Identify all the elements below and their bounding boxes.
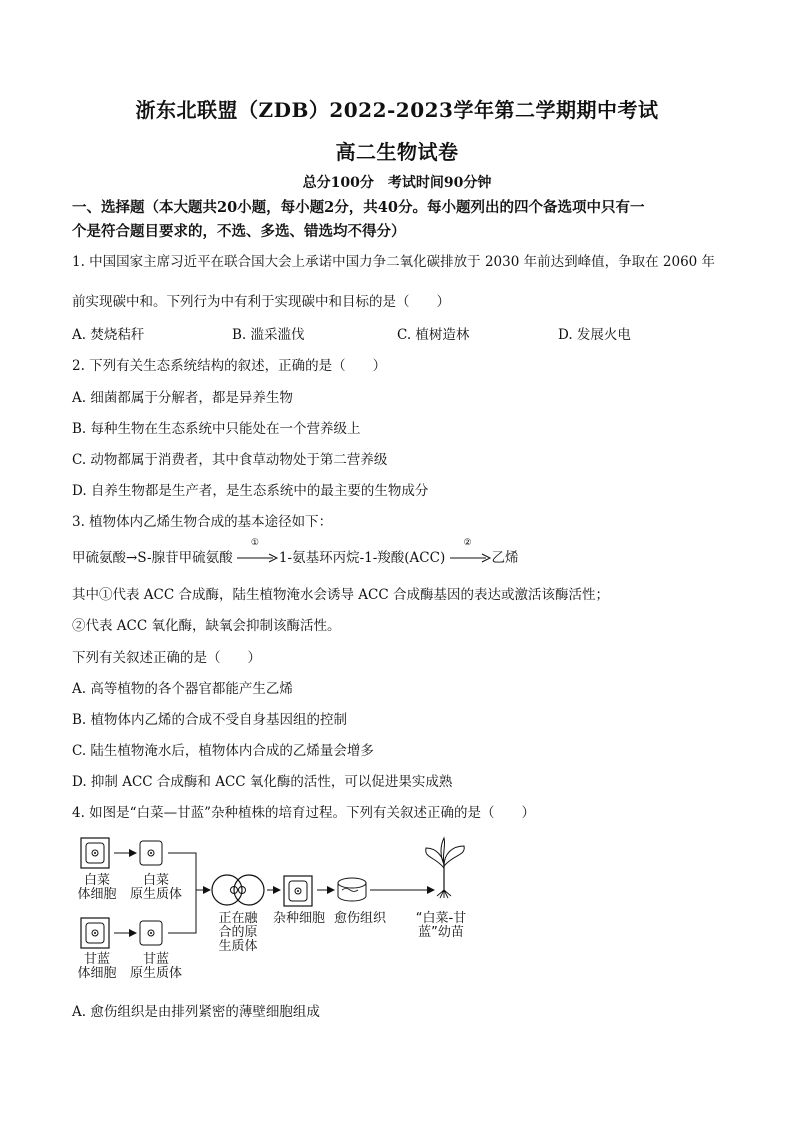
enzyme-1-label: ① [250, 537, 259, 548]
pathway-arrow-1 [237, 537, 279, 567]
q3-option-a: A. 高等植物的各个器官都能产生乙烯 [72, 681, 293, 697]
pathway-step-1: 甲硫氨酸 [72, 550, 126, 566]
hybridization-diagram [72, 828, 492, 988]
fusing-text: 正在融 合的原 生质体 [218, 911, 258, 954]
section-heading-line2: 个是符合题目要求的，不选、多选、错选均不得分） [72, 223, 406, 240]
cabbage-cell-text: 白菜 体细胞 [77, 873, 117, 902]
cabbage-protoplast-label [128, 874, 184, 902]
q1-option-c: C. 植树造林 [397, 327, 470, 343]
pathway-step-3: 1-氨基环丙烷-1-羧酸(ACC) [278, 550, 446, 566]
cabbage-cell-label [72, 874, 122, 902]
cabbage-protoplast-icon [140, 841, 162, 865]
q4-option-a: A. 愈伤组织是由排列紧密的薄壁细胞组成 [72, 1004, 320, 1020]
section-heading-line1: 一、选择题（本大题共20小题，每小题2分，共40分。每小题列出的四个备选项中只有一 [72, 199, 645, 216]
callus-icon [338, 878, 366, 901]
hybrid-label: 杂种细胞 [272, 911, 325, 926]
pathway-arrow-icon: → [126, 550, 138, 566]
q1-option-b: B. 滥采滥伐 [232, 327, 305, 343]
exam-meta: 总分100分 考试时间90分钟 [302, 175, 492, 191]
cabbage-cell-icon [81, 838, 109, 868]
q3-option-d: D. 抑制 ACC 合成酶和 ACC 氧化酶的活性，可以促进果实成熟 [72, 774, 453, 790]
exam-title: 浙东北联盟（ZDB）2022-2023学年第二学期期中考试 [135, 98, 659, 122]
q1-stem-line2: 前实现碳中和。下列行为中有利于实现碳中和目标的是（ ） [72, 294, 450, 310]
q2-option-b: B. 每种生物在生态系统中只能处在一个营养级上 [72, 421, 361, 437]
q4-stem: 4. 如图是“白菜—甘蓝”杂种植株的培育过程。下列有关叙述正确的是（ ） [72, 805, 535, 821]
kale-protoplast-label [128, 953, 184, 981]
pathway-step-4: 乙烯 [491, 550, 519, 566]
exam-subtitle: 高二生物试卷 [335, 140, 459, 164]
seedling-label [408, 912, 474, 940]
seedling-icon [426, 838, 464, 898]
seedling-text: “白菜-甘 蓝”幼苗 [415, 911, 467, 940]
long-arrow-icon [450, 553, 492, 563]
pathway-arrow-2 [450, 537, 492, 567]
enzyme-2-label: ② [463, 537, 472, 548]
q1-stem-line1: 1. 中国国家主席习近平在联合国大会上承诺中国力争二氧化碳排放于 2030 年前达到峰值，争取在 2060 年 [72, 254, 716, 270]
q3-note-line1: 其中①代表 ACC 合成酶，陆生植物淹水会诱导 ACC 合成酶基因的表达或激活该酶活性； [72, 587, 609, 603]
q2-option-c: C. 动物都属于消费者，其中食草动物处于第二营养级 [72, 452, 388, 468]
q2-option-d: D. 自养生物都是生产者，是生态系统中的最主要的生物成分 [72, 483, 429, 499]
q2-option-a: A. 细菌都属于分解者，都是异养生物 [72, 390, 293, 406]
q3-pathway [72, 537, 519, 567]
kale-cell-text: 甘蓝 体细胞 [77, 952, 117, 981]
q3-option-b: B. 植物体内乙烯的合成不受自身基因组的控制 [72, 712, 348, 728]
kale-protoplast-icon [140, 921, 162, 945]
long-arrow-icon [237, 553, 279, 563]
q2-stem: 2. 下列有关生态系统结构的叙述，正确的是（ ） [72, 358, 387, 374]
q3-ask: 下列有关叙述正确的是（ ） [72, 650, 261, 666]
fusing-label [216, 912, 260, 954]
q1-option-d: D. 发展火电 [558, 327, 631, 343]
q1-option-a: A. 焚烧秸秆 [72, 327, 145, 343]
q3-stem: 3. 植物体内乙烯生物合成的基本途径如下： [72, 514, 333, 530]
callus-label: 愈伤组织 [333, 911, 386, 926]
pathway-step-2: S-腺苷甲硫氨酸 [137, 550, 233, 566]
q3-option-c: C. 陆生植物淹水后，植物体内合成的乙烯量会增多 [72, 743, 374, 759]
fusing-protoplast-icon [212, 875, 264, 905]
kale-cell-icon [81, 918, 109, 948]
q3-note-line2: ②代表 ACC 氧化酶，缺氧会抑制该酶活性。 [72, 618, 341, 634]
kale-cell-label [72, 953, 122, 981]
kale-protoplast-text: 甘蓝 原生质体 [129, 952, 182, 981]
hybrid-cell-icon [284, 876, 312, 906]
cabbage-protoplast-text: 白菜 原生质体 [129, 873, 182, 902]
